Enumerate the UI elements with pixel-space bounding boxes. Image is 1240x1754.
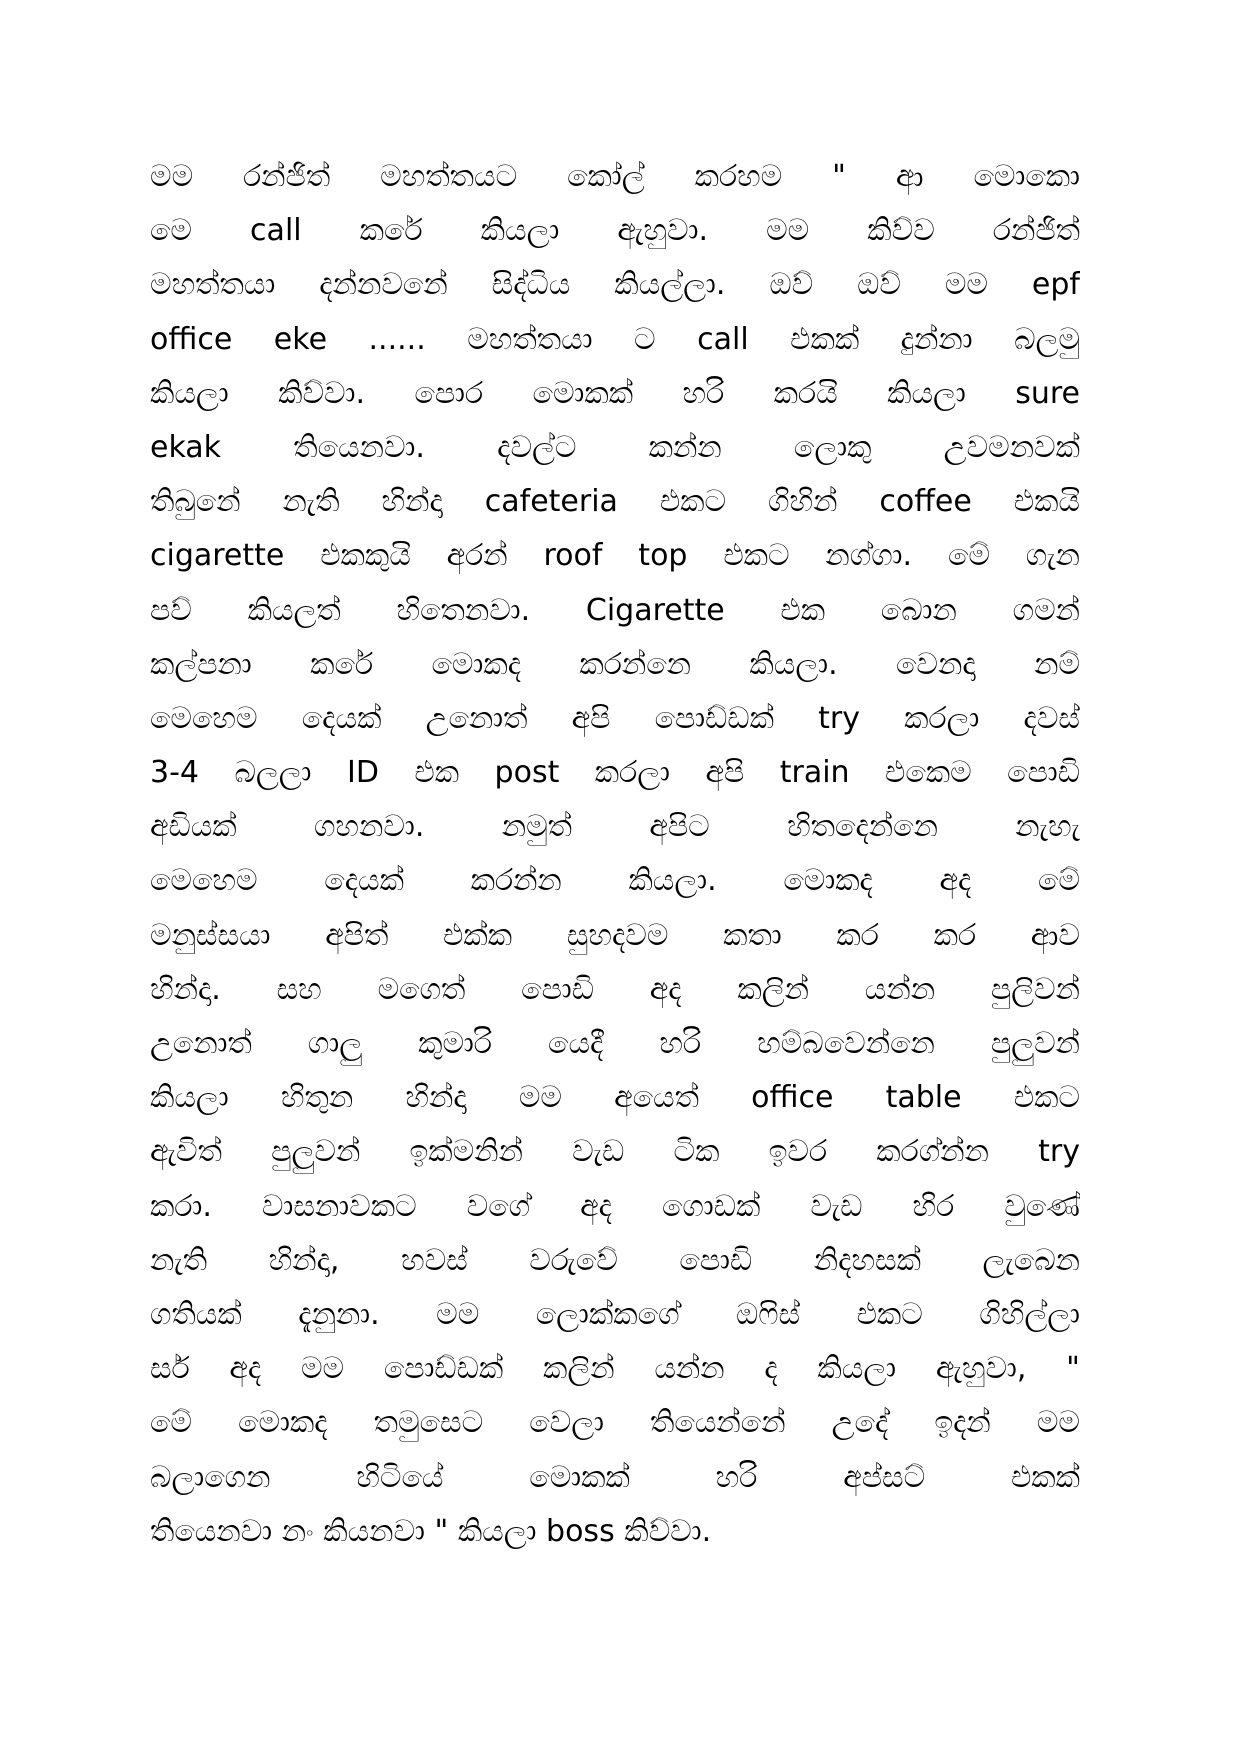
text-line: කරා. වාසනාවකට වගේ අද ගොඩක් වැඩ හිර වුණේ [150, 1188, 1080, 1224]
text-line: cigarette එකකුයි අරන් roof top එකට නග්ගා. මේ ගැන [150, 538, 1080, 574]
text-line: 3-4 බලලා ID එක post කරලා අපි train එකෙම පොඩි [150, 755, 1080, 791]
body-paragraph [150, 150, 1080, 1559]
text-line: ගතියක් දැනුනා. මම ලොක්කගේ ඔෆිස් එකට ගිහිල්ලා [150, 1296, 1080, 1332]
text-line-last: තියෙනවා නං කියනවා " කියලා boss කිව්වා. [150, 1513, 712, 1549]
text-line: තිබුනේ නැති හින්දා cafeteria එකට ගිහින් coffee එකයි [150, 484, 1080, 520]
text-line: මම රන්ජිත් මහත්තයට කෝල් කරහම " ආ මොකො [150, 159, 1080, 194]
text-line: අඩියක් ගහනවා. නමුත් අපිට හිතදෙන්නෙ නැහැ [150, 809, 1080, 845]
text-line: සර් අද මම පොඩ්ඩක් කලින් යන්න ද කියලා ඇහුවා, " [150, 1351, 1080, 1387]
text-line: කියලා කිව්වා. පොර මොකක් හරි කරයි කියලා sure [150, 375, 1080, 411]
text-line: ekak තියෙනවා. දවල්ට කන්න ලොකු උවමනවක් [150, 429, 1080, 465]
text-line: මෙහෙම දෙයක් උනොත් අපි පොඩ්ඩක් try කරලා දවස් [150, 700, 1080, 736]
text-line: මෙ call කරේ කියලා ඇහුවා. මම කිව්ව රන්ජිත් [150, 213, 1080, 249]
text-line: බලාගෙන හිටියේ මොකක් හරි අප්සට් එකක් [150, 1459, 1080, 1495]
text-line: ඇවිත් පුලුවන් ඉක්මනින් වැඩ ටික ඉවර කරග්න්න try [150, 1134, 1080, 1170]
text-line: මහත්තයා දන්නවනේ සිද්ධිය කියල්ලා. ඔව් ඔව් මම epf [150, 267, 1080, 303]
text-line: මේ මොකද තමුසෙට වෙලා තියෙන්නේ උදේ ඉදන් මම [150, 1405, 1080, 1441]
text-line: හින්දා. සහ මගෙත් පොඩි අද කලින් යන්න පුලිවන් [150, 971, 1080, 1007]
text-line: මනුස්සයා අපිත් එක්ක සුහදවම කතා කර කර ආව [150, 917, 1080, 953]
text-line: office eke ...... මහත්තයා ට call එකක් දුන්නා බලමු [150, 321, 1080, 357]
text-line: කියලා හිතුන හින්දා මම අයෙත් office table එකට [150, 1080, 1080, 1116]
text-line: කල්පනා කරේ මොකද කරන්නෙ කියලා. වෙනදා නම් [150, 646, 1080, 682]
text-line: නැති හින්දා, හවස් වරුවේ පොඩි නිදහසක් ලැබෙන [150, 1242, 1080, 1278]
text-line: පව් කියලත් හිතෙනවා. Cigarette එක බොන ගමන් [150, 592, 1080, 628]
text-line: උනොත් ගාලු කුමාරි යෙදී හරි හම්බවෙන්නෙ පුලුවන් [150, 1026, 1080, 1061]
text-line: මෙහෙම දෙයක් කරන්න කියලා. මොකද අද මේ [150, 863, 1080, 899]
